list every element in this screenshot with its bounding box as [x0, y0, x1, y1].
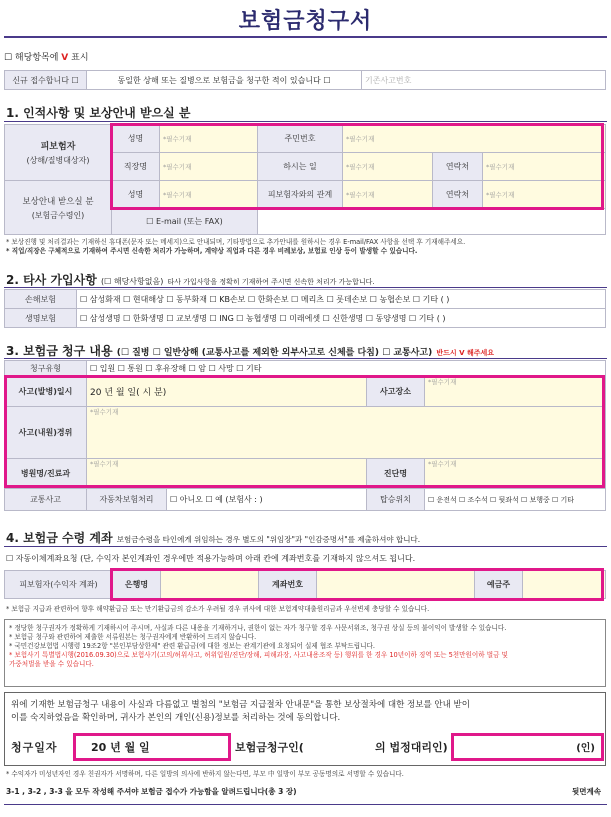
- claim-date-label: 청구일자: [11, 741, 58, 754]
- traffic-label: 교통사고: [5, 489, 87, 511]
- insured-name-field[interactable]: *필수기재: [160, 125, 258, 153]
- accident-date-label: 사고(발병)일시: [5, 377, 87, 407]
- insured-rrn-label: 주민번호: [258, 125, 343, 153]
- accident-date-field[interactable]: 20 년 월 일( 시 분): [87, 377, 367, 407]
- no-other-insurance-checkbox[interactable]: (☐ 해당사항없음): [101, 277, 164, 286]
- minor-note: * 수익자가 미성년자인 경우 친권자가 서명하며, 다른 일방의 의사에 반하지 않는다면, 부모 中 일방이 부모 공동명의로 서명할 수 있습니다.: [6, 770, 404, 778]
- relation-field[interactable]: *필수기재: [343, 181, 433, 209]
- prev-claim-number-field[interactable]: 기존사고번호: [362, 71, 606, 90]
- warning-box: * 정당한 청구권자가 정확하게 기재하시어 주시며, 사실과 다른 내용을 기재하거나, 권한이 없는 자가 청구할 경우 사문서위조, 청구권 상실 등의 불이익이 발생할 수 있습니다. * 보험금 청구와 관련하여 제출한 서류원본는 청구권자에게 반환하여 드리지 않습니다. * 국민건강보험법 시행령 19조2항 "본인부담상한제" 관련 환급금(에 대한 정보는 관계기관에 요청되어 실제 협조 부탁드립니다. * 보험사기 특별법시행(2016.09.30)으로 보험사기(고의/허위사고, 허위입원/진단/장해, 피해과장, 사고내용조작 등) 행위를 한 경우 10년이하 징역 또는 5천만원이하 벌금 및 가중처벌을 받을 수 있습니다.: [4, 619, 606, 687]
- account-number-label: 계좌번호: [259, 571, 317, 599]
- claim-type-label: 청구유형: [5, 361, 87, 377]
- other-insurance-table: [4, 289, 606, 328]
- insured-name-label: 성명: [112, 125, 160, 153]
- section4-title: 4. 보험금 수령 계좌 보험금수령을 타인에게 위임하는 경우 별도의 "위임장"과 "인감증명서"를 제출하셔야 합니다.: [6, 531, 421, 545]
- life-options[interactable]: ☐ 삼성생명 ☐ 한화생명 ☐ 교보생명 ☐ ING ☐ 농협생명 ☐ 미래에셋 ☐ 신한생명 ☐ 동양생명 ☐ 기타 ( ): [77, 309, 606, 328]
- page-count-note: 3-1 , 3-2 , 3-3 을 모두 작성해 주셔야 보험금 접수가 가능함을 알려드립니다(총 3 장): [6, 787, 297, 796]
- job-field[interactable]: *필수기재: [160, 153, 258, 181]
- same-claim-checkbox[interactable]: 동일한 상해 또는 질병으로 보험금을 청구한 적이 있습니다 ☐: [87, 71, 362, 90]
- insured-contact-field[interactable]: *필수기재: [483, 153, 606, 181]
- guide-contact-label: 연락처: [433, 181, 483, 209]
- car-insurance-options[interactable]: ☐ 아니오 ☐ 예 (보험사 : ): [167, 489, 367, 511]
- guide-contact-field[interactable]: *필수기재: [483, 181, 606, 209]
- section2-title: 2. 타사 가입사항 (☐ 해당사항없음) 타사 가입사항을 정확히 기재하여 주시면 신속한 처리가 가능합니다.: [6, 273, 375, 287]
- claimant-label: 보험금청구인(: [235, 741, 304, 754]
- guide-label: 보상안내 받으실 분 (보험금수령인): [5, 181, 112, 235]
- job-label: 직장명: [112, 153, 160, 181]
- section1-notes: * 보상진행 및 처리결과는 기재하신 휴대폰(문자 또는 메세지)으로 안내되며, 기타방법으로 추가안내를 원하시는 경우 E-mail/FAX 사항을 선택 후 기재해주세요. * 직업/직장은 구체적으로 기재하여 주시면 신속한 처리가 가능하며, 계약상 직업과 다른 경우 비례보상, 보험료 인상 등이 발생할 수 있습니다.: [6, 238, 466, 255]
- claim-category-options[interactable]: (☐ 질병 ☐ 일반상해 (교통사고를 제외한 외부사고로 신체를 다침) ☐ 교통사고): [116, 348, 433, 358]
- car-insurance-label: 자동차보험처리: [87, 489, 167, 511]
- diagnosis-label: 진단명: [367, 459, 425, 489]
- seat-position-label: 탑승위치: [367, 489, 425, 511]
- required-highlight-1: [110, 123, 604, 210]
- guide-name-field[interactable]: *필수기재: [160, 181, 258, 209]
- continue-note: 뒷면계속: [572, 787, 601, 796]
- legal-rep-label: 의 법정대리인): [375, 741, 448, 754]
- accident-place-label: 사고장소: [367, 377, 425, 407]
- accident-course-field[interactable]: *필수기재: [87, 407, 606, 459]
- required-highlight-4: [110, 568, 604, 601]
- nonlife-options[interactable]: ☐ 삼성화재 ☐ 현대해상 ☐ 동부화재 ☐ KB손보 ☐ 한화손보 ☐ 메리츠 ☐ 롯데손보 ☐ 농협손보 ☐ 기타 ( ): [77, 290, 606, 309]
- nonlife-label: 손해보험: [5, 290, 77, 309]
- hospital-label: 병원명/진료과: [5, 459, 87, 489]
- consent-text-1: 위에 기재한 보험금청구 내용이 사실과 다름없고 별첨의 "보험금 지급절차 안내문"을 통한 보상절차에 대한 정보를 안내 받이: [11, 700, 470, 710]
- life-label: 생명보험: [5, 309, 77, 328]
- date-highlight: [73, 733, 231, 761]
- check-hint: ☐ 해당항목에 V 표시: [4, 53, 89, 63]
- section3-title: 3. 보험금 청구 내용 (☐ 질병 ☐ 일반상해 (교통사고를 제외한 외부사고로 신체를 다침) ☐ 교통사고) 반드시 V 해주세요: [6, 344, 495, 358]
- auto-transfer-checkbox[interactable]: ☐ 자동이체계좌요청 (단, 수익자 본인계좌인 경우에만 적용가능하며 아래 칸에 계좌번호를 기재하지 않으셔도 됩니다.: [6, 554, 416, 563]
- v-mark: V: [61, 53, 69, 63]
- insured-contact-label: 연락처: [433, 153, 483, 181]
- email-option[interactable]: ☐ E-mail (또는 FAX): [112, 209, 258, 235]
- guide-name-label: 성명: [112, 181, 160, 209]
- signature-highlight[interactable]: [451, 733, 604, 761]
- new-claim-checkbox[interactable]: 신규 접수합니다 ☐: [5, 71, 87, 90]
- form-title: 보험금청구서: [238, 9, 373, 34]
- email-field[interactable]: [258, 209, 606, 235]
- loan-note: * 보험금 지급과 관련하여 향후 해약환급금 또는 만기환급금의 감소가 우려될 경우 귀사에 대한 보험계약대출원리금과 우선변제 충당할 수 있습니다.: [6, 605, 430, 613]
- relation-label: 피보험자와의 관계: [258, 181, 343, 209]
- consent-text-2: 이를 숙지하였음을 확인하며, 귀사가 본인의 개인(신용)정보를 처리하는 것에 동의합니다.: [11, 713, 341, 723]
- hospital-field[interactable]: *필수기재: [87, 459, 367, 489]
- account-label: 피보험자(수익자 계좌): [5, 571, 113, 599]
- diagnosis-field[interactable]: *필수기재: [425, 459, 606, 489]
- section1-title: 1. 인적사항 및 보상안내 받으실 분: [6, 106, 191, 120]
- claim-type-options[interactable]: ☐ 입원 ☐ 통원 ☐ 후유장해 ☐ 암 ☐ 사망 ☐ 기타: [87, 361, 606, 377]
- bank-label: 은행명: [113, 571, 161, 599]
- claim-date-field[interactable]: 20 년 월 일: [91, 741, 150, 754]
- title-divider: [4, 36, 607, 38]
- required-highlight-3: [4, 375, 605, 488]
- accident-place-field[interactable]: *필수기재: [425, 377, 606, 407]
- seal-mark: (인): [576, 743, 595, 754]
- seat-position-options[interactable]: ☐ 운전석 ☐ 조수석 ☐ 뒷좌석 ☐ 보행중 ☐ 기타: [425, 489, 606, 511]
- insured-rrn-field[interactable]: *필수기재: [343, 125, 606, 153]
- claim-status-table: [4, 70, 606, 90]
- accident-course-label: 사고(내원)경위: [5, 407, 87, 459]
- holder-label: 예금주: [475, 571, 523, 599]
- insured-label: 피보험자 (상해/질병대상자): [5, 125, 112, 181]
- duty-label: 하시는 일: [258, 153, 343, 181]
- duty-field[interactable]: *필수기재: [343, 153, 433, 181]
